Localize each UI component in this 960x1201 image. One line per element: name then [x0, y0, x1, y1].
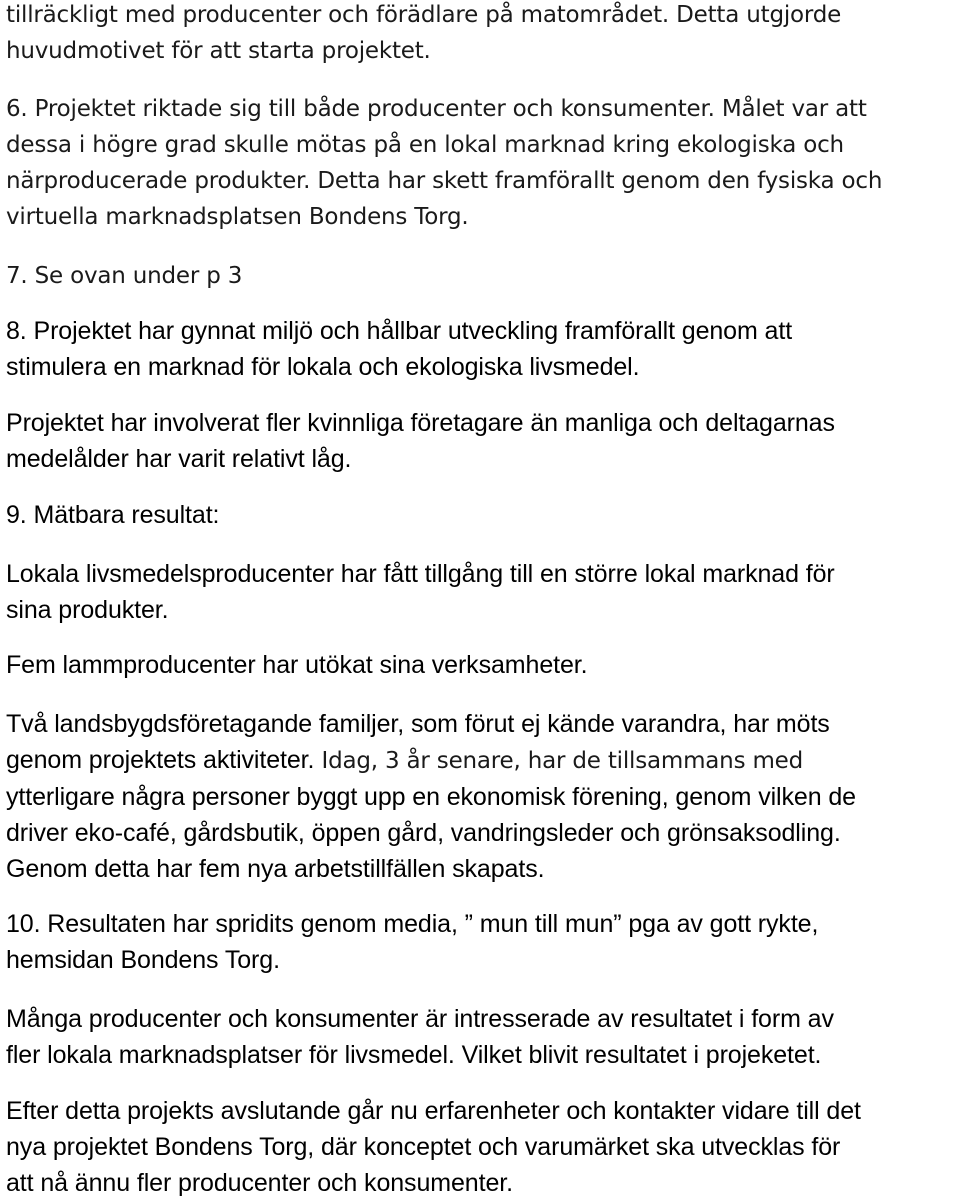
text-line: Genom detta har fem nya arbetstillfällen skapats.: [6, 855, 545, 883]
local-producers-paragraph: [6, 556, 835, 628]
intro-paragraph: [6, 0, 841, 69]
text-segment: Idag, 3 år senare, har de tillsammans med: [314, 748, 804, 774]
item-6-paragraph: [6, 91, 882, 235]
text-line: nya projektet Bondens Torg, där konceptet och varumärket ska utvecklas för: [6, 1133, 841, 1161]
text-line: Många producenter och konsumenter är intresserade av resultatet i form av: [6, 1005, 834, 1033]
text-line: hemsidan Bondens Torg.: [6, 946, 280, 974]
text-line: huvudmotivet för att starta projektet.: [6, 38, 431, 64]
text-line: 8. Projektet har gynnat miljö och hållbar utveckling framförallt genom att: [6, 317, 793, 345]
text-line: medelålder har varit relativt låg.: [6, 445, 352, 473]
text-line: [6, 742, 856, 779]
text-line: virtuella marknadsplatsen Bondens Torg.: [6, 204, 469, 230]
text-line: 9. Mätbara resultat:: [6, 501, 220, 529]
text-line: Lokala livsmedelsproducenter har fått tillgång till en större lokal marknad för: [6, 560, 835, 588]
text-line: dessa i högre grad skulle mötas på en lokal marknad kring ekologiska och: [6, 132, 844, 158]
text-line: driver eko-café, gårdsbutik, öppen gård, vandringsleder och grönsaksodling.: [6, 819, 841, 847]
item-9-heading: [6, 497, 219, 533]
text-line: 6. Projektet riktade sig till både producenter och konsumenter. Målet var att: [6, 96, 867, 122]
item-7-paragraph: [6, 258, 242, 294]
text-line: att nå ännu fler producenter och konsumenter.: [6, 1169, 513, 1197]
item-8-paragraph: [6, 313, 792, 385]
lamb-producers-paragraph: [6, 647, 587, 683]
text-line: Två landsbygdsföretagande familjer, som förut ej kände varandra, har möts: [6, 710, 830, 738]
text-line: stimulera en marknad för lokala och ekologiska livsmedel.: [6, 353, 640, 381]
two-families-paragraph: [6, 706, 856, 887]
text-line: 7. Se ovan under p 3: [6, 263, 243, 289]
many-producers-paragraph: [6, 1001, 834, 1073]
after-project-paragraph: [6, 1093, 861, 1201]
text-line: tillräckligt med producenter och förädlare på matområdet. Detta utgjorde: [6, 2, 842, 28]
text-line: 10. Resultaten har spridits genom media, ” mun till mun” pga av gott rykte,: [6, 910, 819, 938]
item-10-paragraph: [6, 906, 818, 978]
involved-paragraph: [6, 405, 835, 477]
text-line: ytterligare några personer byggt upp en ekonomisk förening, genom vilken de: [6, 783, 856, 811]
text-line: närproducerade produkter. Detta har skett framförallt genom den fysiska och: [6, 168, 883, 194]
text-line: Fem lammproducenter har utökat sina verksamheter.: [6, 651, 588, 679]
text-line: Projektet har involverat fler kvinnliga företagare än manliga och deltagarnas: [6, 409, 835, 437]
text-line: sina produkter.: [6, 596, 169, 624]
text-line: fler lokala marknadsplatser för livsmedel. Vilket blivit resultatet i projeketet.: [6, 1041, 822, 1069]
text-segment: genom projektets aktiviteter.: [6, 746, 315, 774]
text-line: Efter detta projekts avslutande går nu erfarenheter och kontakter vidare till det: [6, 1097, 861, 1125]
